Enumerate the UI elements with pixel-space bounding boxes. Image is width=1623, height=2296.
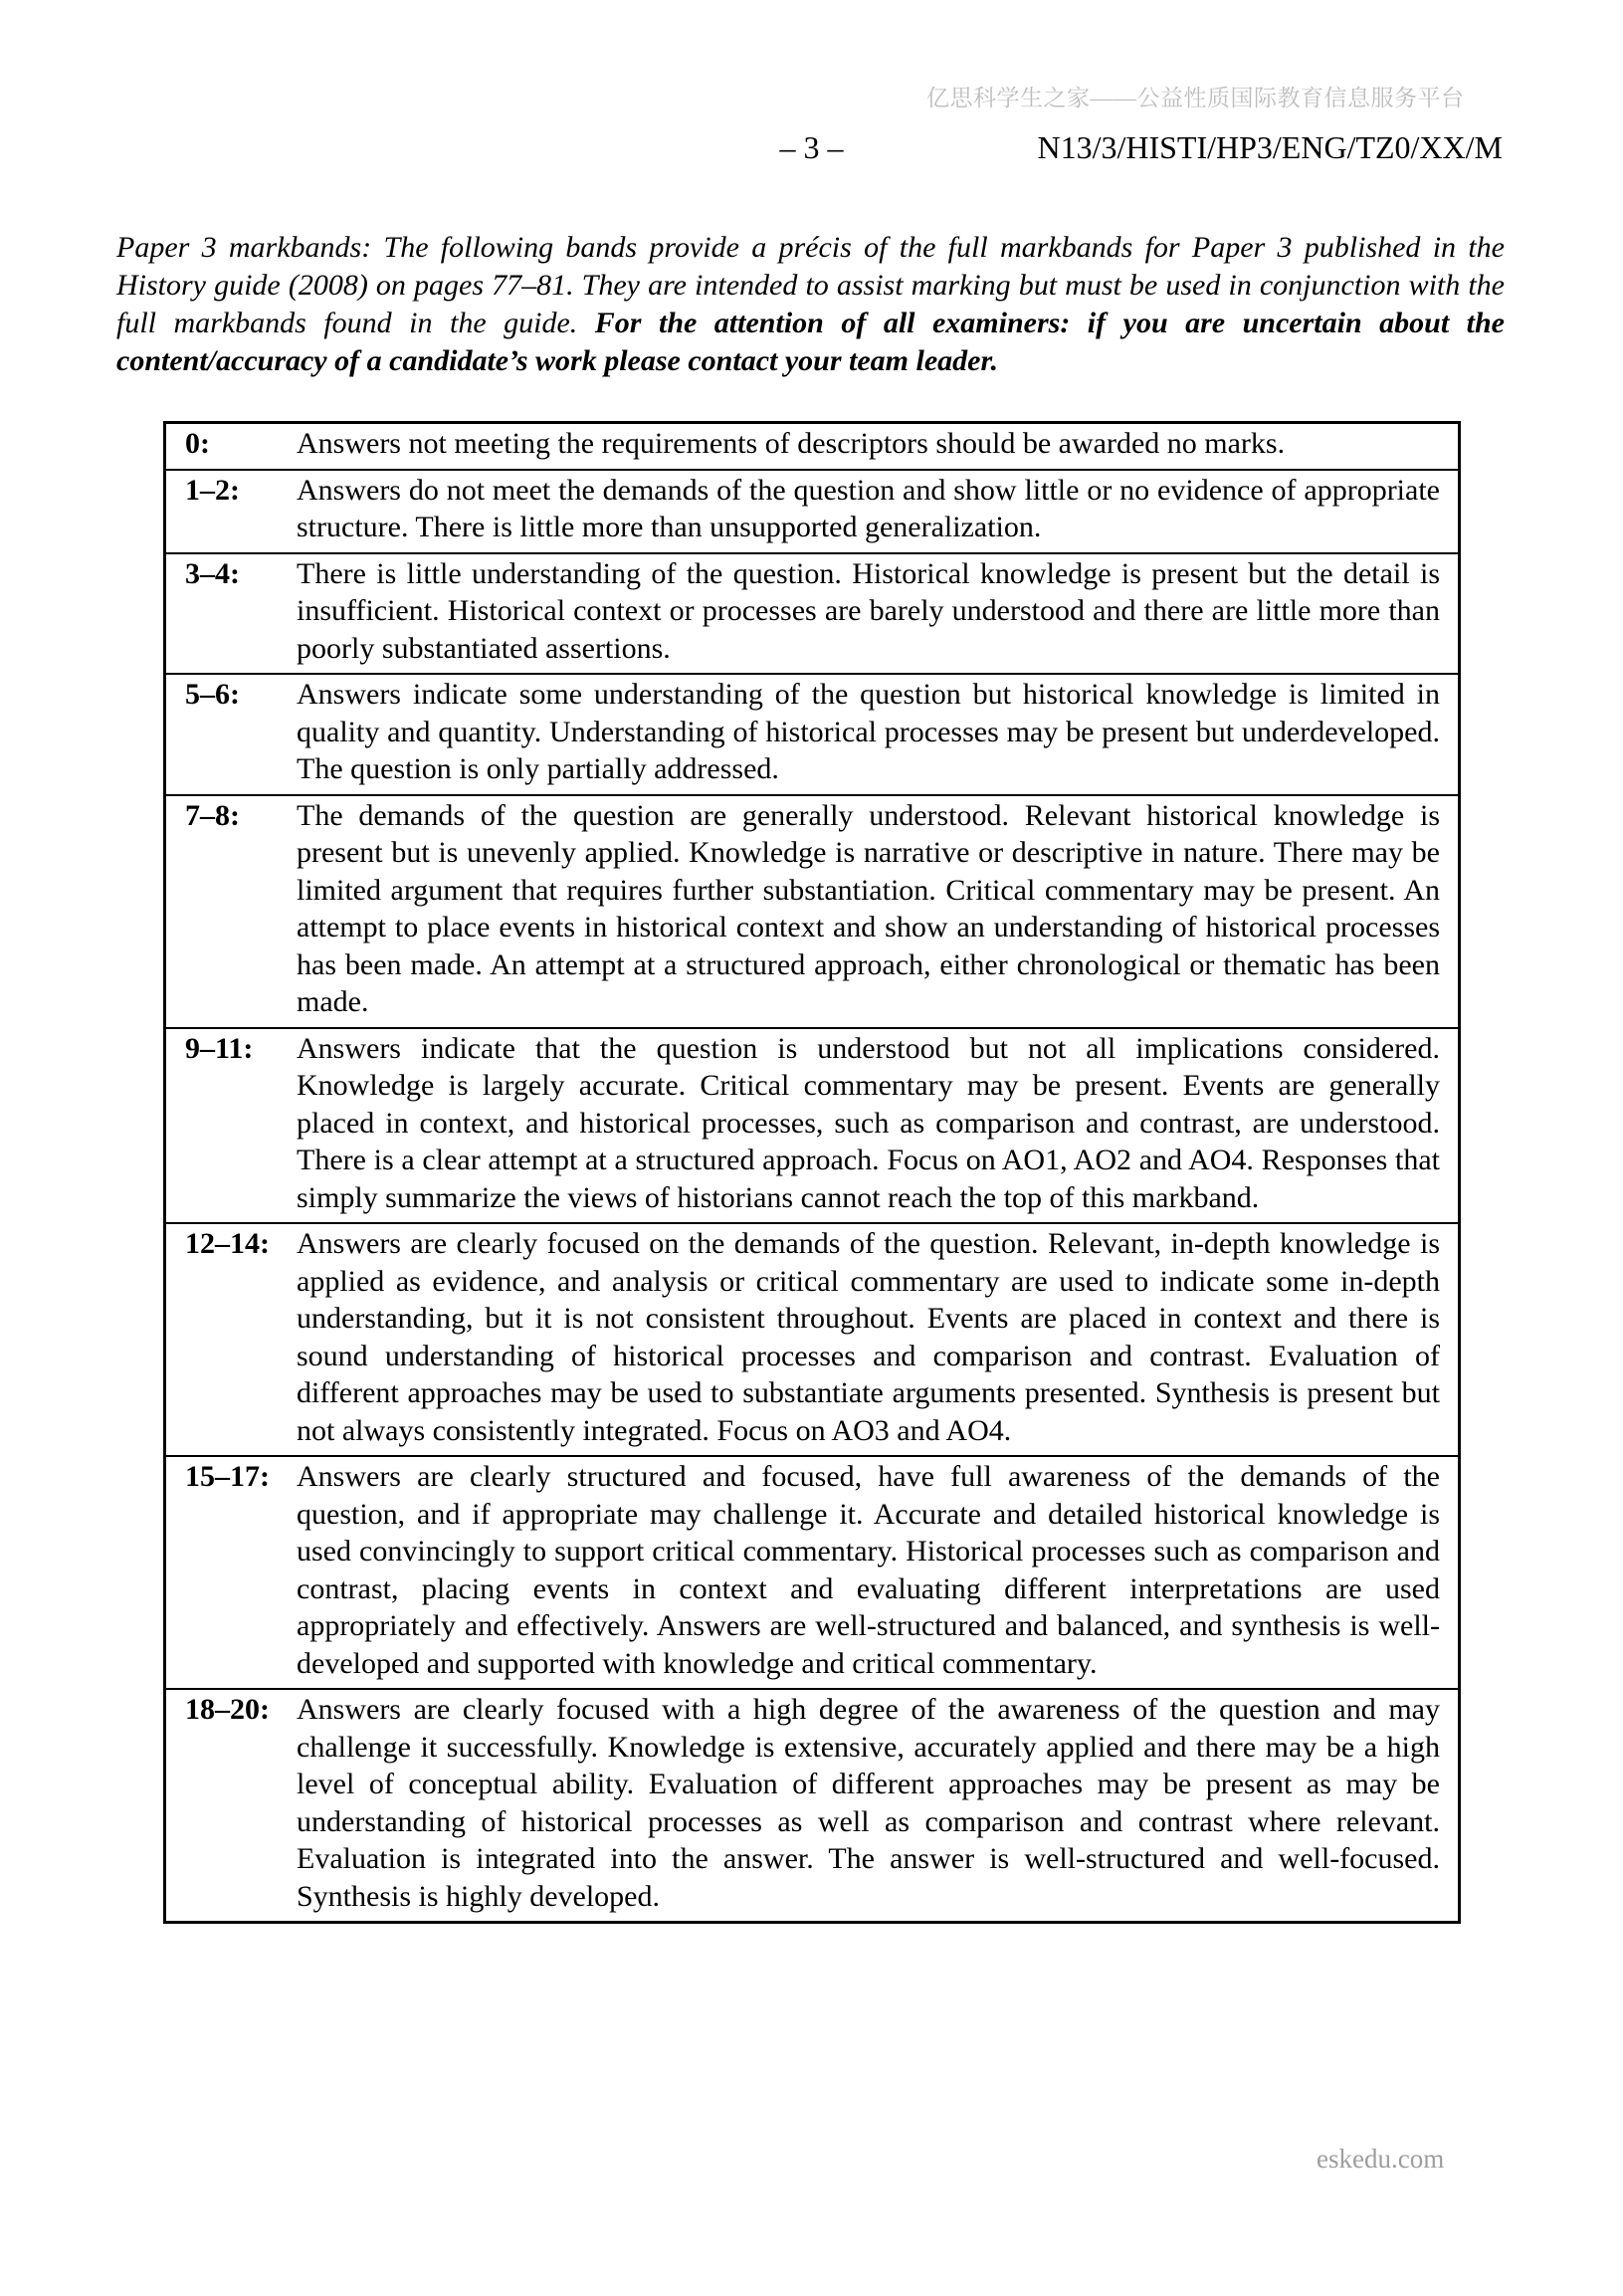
markband-row-12-14	[165, 1223, 1460, 1456]
band-label: 18–20:	[185, 1693, 270, 1726]
band-descriptor: There is little understanding of the question. Historical knowledge is present but the detail is insufficient. Historical context or processes are barely understood and there are little more than poorly substantiated assertions.	[297, 556, 1440, 665]
bottom-watermark-text: eskedu.com	[1317, 2144, 1445, 2174]
band-descriptor: Answers indicate some understanding of the question but historical knowledge is limited in quality and quantity. Understanding of historical processes may be present but underdeveloped. The question is only partially addressed.	[297, 678, 1440, 785]
markband-row-3-4	[165, 553, 1460, 675]
band-descriptor: Answers indicate that the question is understood but not all implications considered. Knowledge is largely accurate. Critical commentary may be present. Events are generally placed in context, and historical processes, such as comparison and contrast, are understood. There is a clear attempt at a structured approach. Focus on AO1, AO2 and AO4. Responses that simply summarize the views of historians cannot reach the top of this markband.	[297, 1031, 1440, 1214]
markband-row-9-11	[165, 1028, 1460, 1224]
band-label: 7–8:	[185, 798, 240, 832]
band-label: 15–17:	[185, 1460, 270, 1493]
band-descriptor: Answers do not meet the demands of the question and show little or no evidence of appropriate structure. There is little more than unsupported generalization.	[297, 473, 1440, 543]
markband-row-0	[165, 423, 1460, 470]
band-descriptor: Answers are clearly focused on the demands of the question. Relevant, in-depth knowledge is applied as evidence, and analysis or critical commentary are used to indicate some in-depth understanding, but it is not consistent throughout. Events are placed in context and there is sound understanding of historical processes and comparison and contrast. Evaluation of different approaches may be used to substantiate arguments presented. Synthesis is present but not always consistently integrated. Focus on AO3 and AO4.	[297, 1227, 1440, 1447]
markband-row-15-17	[165, 1456, 1460, 1689]
top-watermark-text: 亿思科学生之家——公益性质国际教育信息服务平台	[926, 86, 1465, 110]
markband-row-1-2	[165, 470, 1460, 553]
intro-paragraph	[116, 229, 1505, 380]
markband-row-18-20	[165, 1689, 1460, 1923]
band-descriptor: Answers are clearly focused with a high degree of the awareness of the question and may challenge it successfully. Knowledge is extensive, accurately applied and there may be a high level of conceptual ability. Evaluation of different approaches may be present as may be understanding of historical processes as well as comparison and contrast where relevant. Evaluation is integrated into the answer. The answer is well-structured and well-focused. Synthesis is highly developed.	[297, 1693, 1440, 1913]
markband-table-body	[165, 423, 1460, 1923]
band-label: 1–2:	[185, 473, 240, 507]
intro-text-bold: For the attention of all examiners: if you are uncertain about the content/accuracy of a candidate’s work please contact your team leader.	[116, 307, 1505, 377]
band-label: 12–14:	[185, 1227, 270, 1260]
band-label: 3–4:	[185, 556, 240, 590]
paper-reference-code: N13/3/HISTI/HP3/ENG/TZ0/XX/M	[1037, 129, 1503, 165]
band-descriptor: Answers are clearly structured and focused, have full awareness of the demands of the question, and if appropriate may challenge it. Accurate and detailed historical knowledge is used convincingly to support critical commentary. Historical processes such as comparison and contrast, placing events in context and evaluating different interpretations are used appropriately and effectively. Answers are well-structured and balanced, and synthesis is well-developed and supported with knowledge and critical commentary.	[297, 1460, 1440, 1680]
markband-table	[163, 421, 1461, 1924]
markband-row-5-6	[165, 674, 1460, 795]
band-label: 5–6:	[185, 678, 240, 711]
band-label: 0:	[185, 427, 210, 460]
intro-text-normal: Paper 3 markbands: The following bands provide a précis of the full markbands for Paper 3 published in the History guide (2008) on pages 77–81. They are intended to assist marking but must be used in conjunction with the full markbands found in the guide.	[116, 231, 1505, 339]
band-descriptor: The demands of the question are generally understood. Relevant historical knowledge is present but is unevenly applied. Knowledge is narrative or descriptive in nature. There may be limited argument that requires further substantiation. Critical commentary may be present. An attempt to place events in historical context and show an understanding of historical processes has been made. An attempt at a structured approach, either chronological or thematic has been made.	[297, 798, 1440, 1018]
band-descriptor: Answers not meeting the requirements of descriptors should be awarded no marks.	[297, 427, 1286, 460]
band-label: 9–11:	[185, 1031, 254, 1065]
page-number: – 3 –	[779, 129, 844, 165]
markband-row-7-8	[165, 795, 1460, 1028]
